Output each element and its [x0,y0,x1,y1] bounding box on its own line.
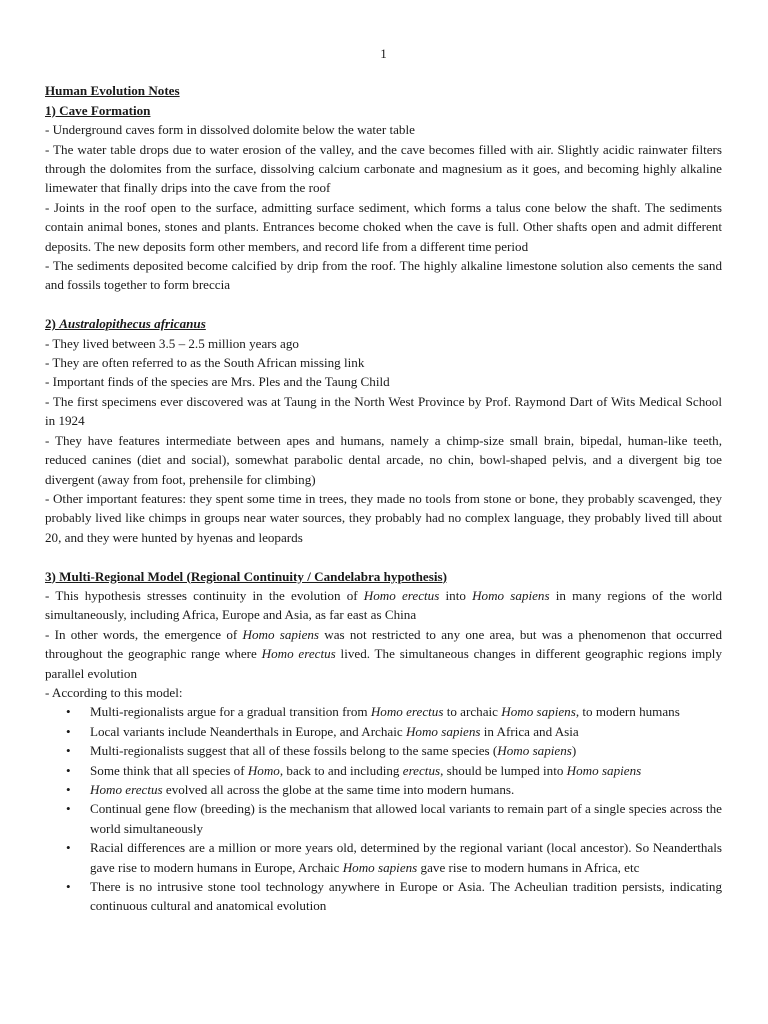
paragraph: - In other words, the emergence of Homo sapiens was not restricted to any one area, but was a phenomenon that occurred throughout the geographic range where Homo erectus lived. The simultaneous changes in different geographic regions imply parallel evolution [45,626,722,681]
paragraph: - Important finds of the species are Mrs. Ples and the Taung Child [45,374,390,390]
list-item: • Homo erectus evolved all across the globe at the same time into modern humans. [90,780,722,799]
paragraph: - Joints in the roof open to the surface, admitting surface sediment, which forms a talus cone below the shaft. The sediments contain animal bones, stones and plants. Entrances become choked when the cave is full. Other shafts open and admit different deposits. The new deposits form other members, and record life from a different time period [45,199,722,254]
bullet-marker: • [66,879,71,895]
bullet-marker: • [66,840,71,856]
section-heading-cave-formation: 1) Cave Formation [45,102,151,118]
paragraph: - The first specimens ever discovered was at Taung in the North West Province by Prof. Raymond Dart of Wits Medical School in 1924 [45,393,722,429]
bullet-marker: • [66,801,71,817]
list-item: • There is no intrusive stone tool technology anywhere in Europe or Asia. The Acheulian tradition persists, indicating continuous cultural and anatomical evolution [66,879,722,914]
list-item: • Multi-regionalists argue for a gradual transition from Homo erectus to archaic Homo sapiens, to modern humans [90,702,722,721]
bullet-list [45,702,722,915]
heading-species: Australopithecus africanus [59,316,206,332]
paragraph: - They have features intermediate between apes and humans, namely a chimp-size small brain, bipedal, human-like teeth, reduced canines (diet and social), somewhat parabolic dental arcade, no chin, bowl-shaped pelvis, and a divergent big toe divergent (away from foot, prehensile for climbing) [45,432,722,487]
section-heading-multiregional: 3) Multi-Regional Model (Regional Continuity / Candelabra hypothesis) [45,568,447,584]
page-number: 1 [380,46,387,61]
section-heading-australopithecus [45,314,722,333]
paragraph: - Other important features: they spent some time in trees, they made no tools from stone or bone, they probably scavenged, they probably lived like chimps in groups near water sources, they probably had no complex language, they probably lived till about 20, and they were hunted by hyenas and leopards [45,490,722,545]
paragraph: - They lived between 3.5 – 2.5 million years ago [45,335,299,351]
list-item: • Racial differences are a million or more years old, determined by the regional variant (local ancestor). So Neanderthals gave rise to modern humans in Europe, Archaic Homo sapiens gave rise to modern humans in Africa, etc [66,840,722,875]
paragraph: - The water table drops due to water erosion of the valley, and the cave becomes filled with air. Slightly acidic rainwater filters through the dolomites from the surface, dissolving calcium carbonate and magnesium as it goes, and becoming highly alkaline limewater that finally drips into the cave from the roof [45,141,722,196]
list-item: • Multi-regionalists suggest that all of these fossils belong to the same species (Homo sapiens) [90,741,722,760]
heading-number: 2) [45,316,60,332]
document-page [45,44,722,916]
paragraph: - This hypothesis stresses continuity in the evolution of Homo erectus into Homo sapiens in many regions of the world simultaneously, including Africa, Europe and Asia, as far east as China [45,587,723,623]
paragraph: - Underground caves form in dissolved dolomite below the water table [45,122,415,138]
bullet-marker: • [66,782,71,797]
list-item: • Local variants include Neanderthals in Europe, and Archaic Homo sapiens in Africa and Asia [90,722,722,741]
bullet-marker: • [66,704,71,720]
bullet-marker: • [66,762,71,778]
paragraph: - They are often referred to as the South African missing link [45,355,365,371]
bullet-marker: • [66,743,71,759]
bullet-marker: • [66,723,71,739]
paragraph: - According to this model: [45,684,183,700]
spacer [45,295,722,314]
list-item: • Continual gene flow (breeding) is the mechanism that allowed local variants to remain part of a single species across the world simultaneously [66,801,722,836]
spacer [45,547,722,566]
list-item: • Some think that all species of Homo, back to and including erectus, should be lumped into Homo sapiens [90,761,722,780]
paragraph: - The sediments deposited become calcified by drip from the roof. The highly alkaline limestone solution also cements the sand and fossils together to form breccia [45,258,722,293]
document-title: Human Evolution Notes [45,83,180,99]
